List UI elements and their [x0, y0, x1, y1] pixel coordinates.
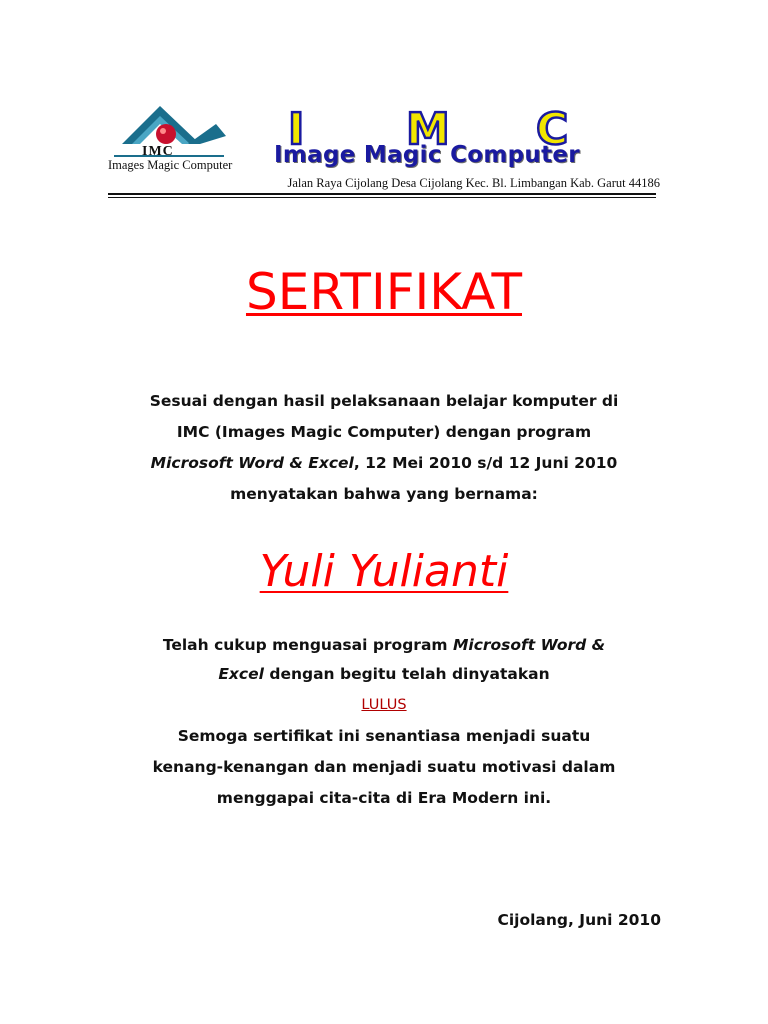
program-name: Microsoft Word & Excel: [150, 454, 354, 472]
certificate-title: [0, 262, 768, 322]
company-name: Image Magic Computer: [274, 142, 580, 168]
big-letter-i: I: [288, 104, 305, 152]
place-date: Cijolang, Juni 2010: [497, 911, 661, 929]
body-line-2: [0, 659, 768, 690]
letterhead-rule: [108, 193, 656, 195]
company-address: Jalan Raya Cijolang Desa Cijolang Kec. Bl. Limbangan Kab. Garut 44186: [287, 176, 660, 190]
intro-line-1: Sesuai dengan hasil pelaksanaan belajar komputer di: [149, 392, 619, 410]
logo-abbreviation: IMC: [142, 144, 174, 159]
body-line-1: [0, 630, 768, 661]
program-dates: , 12 Mei 2010 s/d 12 Juni 2010: [353, 454, 618, 472]
body-line-2-rest: dengan begitu telah dinyatakan: [263, 665, 550, 683]
status-line: [0, 690, 768, 721]
letterhead-rule-thin: [108, 197, 656, 198]
intro-line-3: [0, 448, 768, 479]
logo-caption: Images Magic Computer: [108, 158, 233, 172]
recipient-name: [0, 542, 768, 602]
body-line-1-start: Telah cukup menguasai program: [162, 636, 453, 654]
body-line-2-program: Excel: [218, 665, 264, 683]
big-letter-m: M: [406, 104, 450, 152]
body-line-3: Semoga sertifikat ini senantiasa menjadi suatu: [177, 727, 591, 745]
recipient-name-text: Yuli Yulianti: [259, 546, 509, 597]
intro-line-2: IMC (Images Magic Computer) dengan program: [176, 423, 592, 441]
body-line-1-program: Microsoft Word &: [452, 636, 606, 654]
letterhead: [108, 96, 660, 198]
body-line-5: menggapai cita-cita di Era Modern ini.: [216, 789, 552, 807]
status-lulus: LULUS: [361, 697, 407, 713]
certificate-title-text: SERTIFIKAT: [245, 263, 522, 321]
big-letter-c: C: [536, 104, 569, 152]
intro-line-4: menyatakan bahwa yang bernama:: [230, 485, 538, 503]
body-line-4: kenang-kenangan dan menjadi suatu motivasi dalam: [152, 758, 616, 776]
